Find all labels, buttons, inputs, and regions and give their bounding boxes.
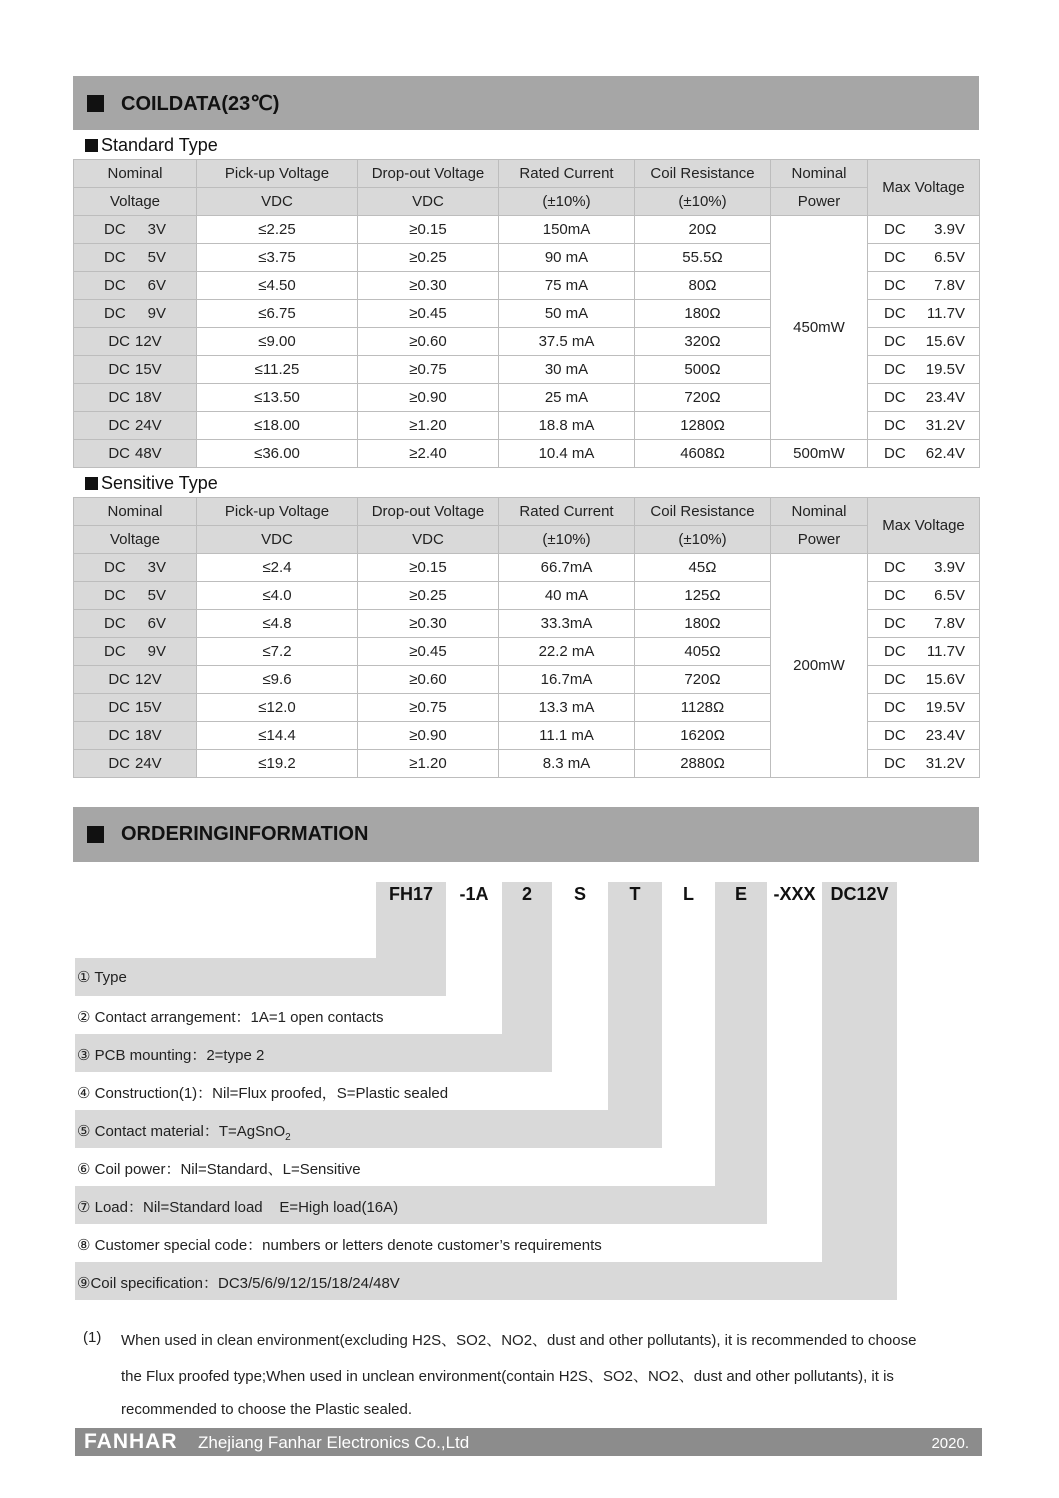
- max-voltage-wrap: [868, 587, 979, 604]
- order-bracket-9: [822, 882, 897, 1300]
- pickup-cell: ≤4.0: [197, 582, 358, 610]
- pickup-cell: ≤7.2: [197, 638, 358, 666]
- nominal-voltage-cell: [74, 610, 197, 638]
- company-name: Zhejiang Fanhar Electronics Co.,Ltd: [198, 1433, 470, 1452]
- voltage-value: 6V: [147, 615, 167, 632]
- voltage-value: 12V: [134, 671, 162, 688]
- resistance-cell: 320Ω: [635, 328, 771, 356]
- dropout-cell: ≥0.75: [358, 356, 499, 384]
- nominal-voltage-cell: [74, 216, 197, 244]
- max-voltage-cell: [868, 440, 980, 468]
- dc-label: DC: [108, 445, 130, 462]
- max-voltage-wrap: [868, 221, 979, 238]
- header-row: [74, 498, 980, 526]
- column-header: Nominal: [771, 160, 868, 188]
- voltage-value: 15V: [134, 361, 162, 378]
- max-voltage-cell: [868, 300, 980, 328]
- max-voltage-wrap: [868, 755, 979, 772]
- note-marker: (1): [83, 1329, 102, 1346]
- current-cell: 30 mA: [499, 356, 635, 384]
- column-header: Drop-out Voltage: [358, 160, 499, 188]
- voltage-value: 15V: [134, 699, 162, 716]
- voltage-value: 11.7V: [926, 643, 965, 660]
- dc-label: DC: [103, 643, 126, 660]
- resistance-cell: 55.5Ω: [635, 244, 771, 272]
- dc-label: DC: [103, 305, 126, 322]
- voltage-value: 3V: [147, 559, 167, 576]
- max-voltage-wrap: [868, 559, 979, 576]
- dropout-cell: ≥0.45: [358, 638, 499, 666]
- voltage-value: 18V: [134, 389, 162, 406]
- max-voltage-wrap: [868, 277, 979, 294]
- max-voltage-wrap: [868, 643, 979, 660]
- dc-label: DC: [108, 389, 130, 406]
- nominal-voltage-cell: [74, 328, 197, 356]
- nominal-voltage-wrap: [74, 643, 196, 660]
- bullet-square-icon: [85, 477, 98, 490]
- nominal-voltage-cell: [74, 722, 197, 750]
- standard-coil-table: [73, 159, 980, 468]
- nominal-power-cell: 200mW: [771, 554, 868, 778]
- pickup-cell: ≤4.50: [197, 272, 358, 300]
- resistance-cell: 1280Ω: [635, 412, 771, 440]
- current-cell: 13.3 mA: [499, 694, 635, 722]
- column-header: Max Voltage: [868, 160, 980, 216]
- voltage-value: 7.8V: [934, 277, 965, 294]
- nominal-voltage-cell: [74, 554, 197, 582]
- nominal-voltage-wrap: [74, 445, 196, 462]
- code-customer: -XXX: [773, 884, 816, 904]
- nominal-voltage-wrap: [74, 755, 196, 772]
- nominal-voltage-wrap: [74, 221, 196, 238]
- resistance-cell: 720Ω: [635, 384, 771, 412]
- nominal-voltage-wrap: [74, 249, 196, 266]
- note-line-1: When used in clean environment(excluding H2S、SO2、NO2、dust and other pollutants), it is recommended to choose: [121, 1332, 917, 1349]
- resistance-cell: 180Ω: [635, 300, 771, 328]
- pickup-cell: ≤18.00: [197, 412, 358, 440]
- column-header-sub: VDC: [358, 188, 499, 216]
- dropout-cell: ≥0.90: [358, 384, 499, 412]
- current-cell: 90 mA: [499, 244, 635, 272]
- voltage-value: 23.4V: [925, 389, 965, 406]
- code-construction: S: [573, 884, 586, 904]
- dc-label: DC: [884, 333, 906, 350]
- nominal-voltage-cell: [74, 300, 197, 328]
- max-voltage-cell: [868, 582, 980, 610]
- material-label: ⑤ Contact material：T=AgSnO: [77, 1123, 286, 1140]
- code-material: T: [629, 884, 641, 904]
- code-series: FH17: [388, 884, 433, 904]
- nominal-power-cell: 500mW: [771, 440, 868, 468]
- column-header-sub: (±10%): [635, 526, 771, 554]
- footer-bar: [75, 1428, 982, 1456]
- column-header-sub: Voltage: [74, 526, 197, 554]
- subheading-label: Standard Type: [101, 135, 218, 155]
- voltage-value: 31.2V: [925, 755, 965, 772]
- pickup-cell: ≤9.6: [197, 666, 358, 694]
- resistance-cell: 80Ω: [635, 272, 771, 300]
- nominal-voltage-wrap: [74, 277, 196, 294]
- max-voltage-wrap: [868, 699, 979, 716]
- column-header: Rated Current: [499, 498, 635, 526]
- column-header: Nominal: [74, 160, 197, 188]
- max-voltage-wrap: [868, 249, 979, 266]
- dropout-cell: ≥0.45: [358, 300, 499, 328]
- voltage-value: 9V: [147, 643, 167, 660]
- pickup-cell: ≤2.25: [197, 216, 358, 244]
- dc-label: DC: [884, 445, 906, 462]
- column-header-sub: VDC: [197, 526, 358, 554]
- voltage-value: 3.9V: [934, 221, 965, 238]
- max-voltage-cell: [868, 694, 980, 722]
- pickup-cell: ≤14.4: [197, 722, 358, 750]
- code-contact: -1A: [459, 884, 489, 904]
- column-header-sub: (±10%): [499, 526, 635, 554]
- dc-label: DC: [884, 615, 906, 632]
- dropout-cell: ≥0.25: [358, 244, 499, 272]
- code-pcb: 2: [521, 884, 532, 904]
- note-line-2: the Flux proofed type;When used in unclean environment(contain H2S、SO2、NO2、dust and other pollutants), it is: [121, 1368, 894, 1385]
- voltage-value: 6.5V: [934, 249, 965, 266]
- max-voltage-cell: [868, 666, 980, 694]
- max-voltage-wrap: [868, 333, 979, 350]
- max-voltage-cell: [868, 750, 980, 778]
- dc-label: DC: [103, 249, 126, 266]
- voltage-value: 31.2V: [925, 417, 965, 434]
- order-item-load: ⑦ Load：Nil=Standard load E=High load(16A): [77, 1199, 399, 1216]
- dc-label: DC: [884, 559, 906, 576]
- order-item-material: [77, 1120, 291, 1143]
- dropout-cell: ≥0.75: [358, 694, 499, 722]
- dropout-cell: ≥0.60: [358, 666, 499, 694]
- current-cell: 11.1 mA: [499, 722, 635, 750]
- resistance-cell: 720Ω: [635, 666, 771, 694]
- column-header: Pick-up Voltage: [197, 498, 358, 526]
- nominal-voltage-wrap: [74, 587, 196, 604]
- voltage-value: 5V: [147, 587, 167, 604]
- max-voltage-cell: [868, 216, 980, 244]
- pickup-cell: ≤19.2: [197, 750, 358, 778]
- resistance-cell: 180Ω: [635, 610, 771, 638]
- pickup-cell: ≤3.75: [197, 244, 358, 272]
- voltage-value: 19.5V: [925, 361, 965, 378]
- resistance-cell: 1620Ω: [635, 722, 771, 750]
- current-cell: 8.3 mA: [499, 750, 635, 778]
- dc-label: DC: [884, 361, 906, 378]
- pickup-cell: ≤6.75: [197, 300, 358, 328]
- dc-label: DC: [884, 221, 906, 238]
- section-title: ORDERINGINFORMATION: [121, 823, 369, 845]
- voltage-value: 3.9V: [934, 559, 965, 576]
- column-header: Max Voltage: [868, 498, 980, 554]
- column-header-sub: (±10%): [499, 188, 635, 216]
- column-header: Rated Current: [499, 160, 635, 188]
- ordering-info-header: [73, 807, 979, 862]
- current-cell: 18.8 mA: [499, 412, 635, 440]
- subheading-label: Sensitive Type: [101, 473, 218, 493]
- voltage-value: 24V: [134, 755, 162, 772]
- nominal-voltage-cell: [74, 750, 197, 778]
- code-coil-spec: DC12V: [830, 884, 889, 904]
- dc-label: DC: [103, 221, 126, 238]
- nominal-voltage-wrap: [74, 333, 196, 350]
- nominal-voltage-cell: [74, 638, 197, 666]
- order-item-coil-spec: ⑨Coil specification：DC3/5/6/9/12/15/18/24/48V: [77, 1275, 400, 1292]
- current-cell: 10.4 mA: [499, 440, 635, 468]
- max-voltage-cell: [868, 244, 980, 272]
- table-row: [74, 554, 980, 582]
- dc-label: DC: [884, 305, 906, 322]
- max-voltage-wrap: [868, 361, 979, 378]
- voltage-value: 19.5V: [925, 699, 965, 716]
- max-voltage-cell: [868, 356, 980, 384]
- column-header: Nominal: [74, 498, 197, 526]
- dc-label: DC: [103, 615, 126, 632]
- dropout-cell: ≥0.90: [358, 722, 499, 750]
- current-cell: 50 mA: [499, 300, 635, 328]
- order-item-customer: ⑧ Customer special code：numbers or letters denote customer’s requirements: [77, 1237, 602, 1254]
- nominal-voltage-cell: [74, 356, 197, 384]
- standard-type-heading: [85, 135, 218, 156]
- section-title: COILDATA(23℃): [121, 92, 280, 115]
- dc-label: DC: [884, 389, 906, 406]
- column-header-sub: Power: [771, 526, 868, 554]
- pickup-cell: ≤36.00: [197, 440, 358, 468]
- dc-label: DC: [108, 361, 130, 378]
- nominal-voltage-cell: [74, 272, 197, 300]
- dropout-cell: ≥0.15: [358, 216, 499, 244]
- dc-label: DC: [108, 417, 130, 434]
- current-cell: 16.7mA: [499, 666, 635, 694]
- dc-label: DC: [103, 277, 126, 294]
- voltage-value: 9V: [147, 305, 167, 322]
- pickup-cell: ≤13.50: [197, 384, 358, 412]
- pickup-cell: ≤2.4: [197, 554, 358, 582]
- nominal-voltage-wrap: [74, 389, 196, 406]
- dc-label: DC: [884, 671, 906, 688]
- dc-label: DC: [884, 699, 906, 716]
- nominal-voltage-wrap: [74, 727, 196, 744]
- nominal-voltage-cell: [74, 440, 197, 468]
- dc-label: DC: [884, 755, 906, 772]
- max-voltage-wrap: [868, 305, 979, 322]
- nominal-voltage-cell: [74, 694, 197, 722]
- column-header: Coil Resistance: [635, 160, 771, 188]
- voltage-value: 15.6V: [925, 333, 965, 350]
- bullet-square-icon: [87, 826, 104, 843]
- dc-label: DC: [108, 755, 130, 772]
- dropout-cell: ≥0.30: [358, 610, 499, 638]
- code-coil-power: L: [683, 884, 694, 904]
- current-cell: 40 mA: [499, 582, 635, 610]
- nominal-voltage-wrap: [74, 699, 196, 716]
- max-voltage-wrap: [868, 417, 979, 434]
- dc-label: DC: [103, 559, 126, 576]
- resistance-cell: 45Ω: [635, 554, 771, 582]
- bullet-square-icon: [85, 139, 98, 152]
- table-row: [74, 440, 980, 468]
- column-header: Nominal: [771, 498, 868, 526]
- current-cell: 37.5 mA: [499, 328, 635, 356]
- pickup-cell: ≤11.25: [197, 356, 358, 384]
- current-cell: 33.3mA: [499, 610, 635, 638]
- dc-label: DC: [108, 333, 130, 350]
- current-cell: 66.7mA: [499, 554, 635, 582]
- coil-data-header: [73, 76, 979, 130]
- voltage-value: 15.6V: [925, 671, 965, 688]
- dc-label: DC: [884, 417, 906, 434]
- nominal-voltage-wrap: [74, 305, 196, 322]
- nominal-voltage-wrap: [74, 559, 196, 576]
- voltage-value: 24V: [134, 417, 162, 434]
- column-header-sub: VDC: [197, 188, 358, 216]
- current-cell: 22.2 mA: [499, 638, 635, 666]
- dc-label: DC: [103, 587, 126, 604]
- voltage-value: 7.8V: [934, 615, 965, 632]
- nominal-voltage-cell: [74, 582, 197, 610]
- dropout-cell: ≥0.60: [358, 328, 499, 356]
- max-voltage-wrap: [868, 615, 979, 632]
- resistance-cell: 4608Ω: [635, 440, 771, 468]
- pickup-cell: ≤12.0: [197, 694, 358, 722]
- header-row: [74, 526, 980, 554]
- resistance-cell: 20Ω: [635, 216, 771, 244]
- voltage-value: 18V: [134, 727, 162, 744]
- max-voltage-wrap: [868, 389, 979, 406]
- dc-label: DC: [108, 699, 130, 716]
- nominal-voltage-cell: [74, 412, 197, 440]
- dropout-cell: ≥0.25: [358, 582, 499, 610]
- column-header-sub: Power: [771, 188, 868, 216]
- current-cell: 150mA: [499, 216, 635, 244]
- dc-label: DC: [884, 643, 906, 660]
- resistance-cell: 1128Ω: [635, 694, 771, 722]
- dc-label: DC: [884, 727, 906, 744]
- max-voltage-cell: [868, 412, 980, 440]
- voltage-value: 12V: [134, 333, 162, 350]
- max-voltage-wrap: [868, 671, 979, 688]
- voltage-value: 3V: [147, 221, 167, 238]
- order-item-pcb: ③ PCB mounting：2=type 2: [77, 1047, 265, 1064]
- resistance-cell: 500Ω: [635, 356, 771, 384]
- max-voltage-cell: [868, 610, 980, 638]
- current-cell: 75 mA: [499, 272, 635, 300]
- max-voltage-cell: [868, 384, 980, 412]
- resistance-cell: 2880Ω: [635, 750, 771, 778]
- max-voltage-cell: [868, 722, 980, 750]
- voltage-value: 11.7V: [926, 305, 965, 322]
- column-header-sub: VDC: [358, 526, 499, 554]
- header-row: [74, 188, 980, 216]
- max-voltage-cell: [868, 328, 980, 356]
- nominal-voltage-cell: [74, 666, 197, 694]
- order-item-construction: ④ Construction(1)：Nil=Flux proofed，S=Plastic sealed: [77, 1085, 449, 1102]
- nominal-voltage-wrap: [74, 671, 196, 688]
- dropout-cell: ≥1.20: [358, 750, 499, 778]
- code-load: E: [734, 884, 747, 904]
- current-cell: 25 mA: [499, 384, 635, 412]
- column-header: Pick-up Voltage: [197, 160, 358, 188]
- max-voltage-wrap: [868, 727, 979, 744]
- column-header-sub: (±10%): [635, 188, 771, 216]
- column-header: Coil Resistance: [635, 498, 771, 526]
- footer-year: 2020.: [931, 1435, 969, 1452]
- nominal-voltage-wrap: [74, 417, 196, 434]
- voltage-value: 6V: [147, 277, 167, 294]
- column-header-sub: Voltage: [74, 188, 197, 216]
- order-item-contact: ② Contact arrangement：1A=1 open contacts: [77, 1009, 384, 1026]
- nominal-power-cell: 450mW: [771, 216, 868, 440]
- order-bracket-5: [608, 882, 662, 1148]
- nominal-voltage-wrap: [74, 615, 196, 632]
- bullet-square-icon: [87, 95, 104, 112]
- order-item-coil-power: ⑥ Coil power：Nil=Standard、L=Sensitive: [77, 1161, 361, 1178]
- dropout-cell: ≥1.20: [358, 412, 499, 440]
- dc-label: DC: [884, 249, 906, 266]
- resistance-cell: 405Ω: [635, 638, 771, 666]
- dropout-cell: ≥0.30: [358, 272, 499, 300]
- voltage-value: 23.4V: [925, 727, 965, 744]
- resistance-cell: 125Ω: [635, 582, 771, 610]
- dc-label: DC: [884, 587, 906, 604]
- voltage-value: 5V: [147, 249, 167, 266]
- voltage-value: 62.4V: [925, 445, 965, 462]
- note-line-3: recommended to choose the Plastic sealed.: [121, 1401, 412, 1418]
- table-row: [74, 216, 980, 244]
- dc-label: DC: [108, 727, 130, 744]
- nominal-voltage-cell: [74, 384, 197, 412]
- dc-label: DC: [884, 277, 906, 294]
- order-bar-1: [75, 958, 446, 996]
- material-subscript: 2: [285, 1132, 291, 1143]
- dc-label: DC: [108, 671, 130, 688]
- max-voltage-cell: [868, 638, 980, 666]
- order-bracket-7: [715, 882, 767, 1224]
- column-header: Drop-out Voltage: [358, 498, 499, 526]
- header-row: [74, 160, 980, 188]
- nominal-voltage-cell: [74, 244, 197, 272]
- pickup-cell: ≤9.00: [197, 328, 358, 356]
- voltage-value: 48V: [134, 445, 162, 462]
- sensitive-type-heading: [85, 473, 218, 494]
- dropout-cell: ≥0.15: [358, 554, 499, 582]
- order-item-type: ① Type: [77, 969, 127, 986]
- voltage-value: 6.5V: [934, 587, 965, 604]
- max-voltage-wrap: [868, 445, 979, 462]
- max-voltage-cell: [868, 272, 980, 300]
- fanhar-logo: FANHAR: [84, 1430, 178, 1453]
- sensitive-coil-table: [73, 497, 980, 778]
- nominal-voltage-wrap: [74, 361, 196, 378]
- dropout-cell: ≥2.40: [358, 440, 499, 468]
- max-voltage-cell: [868, 554, 980, 582]
- pickup-cell: ≤4.8: [197, 610, 358, 638]
